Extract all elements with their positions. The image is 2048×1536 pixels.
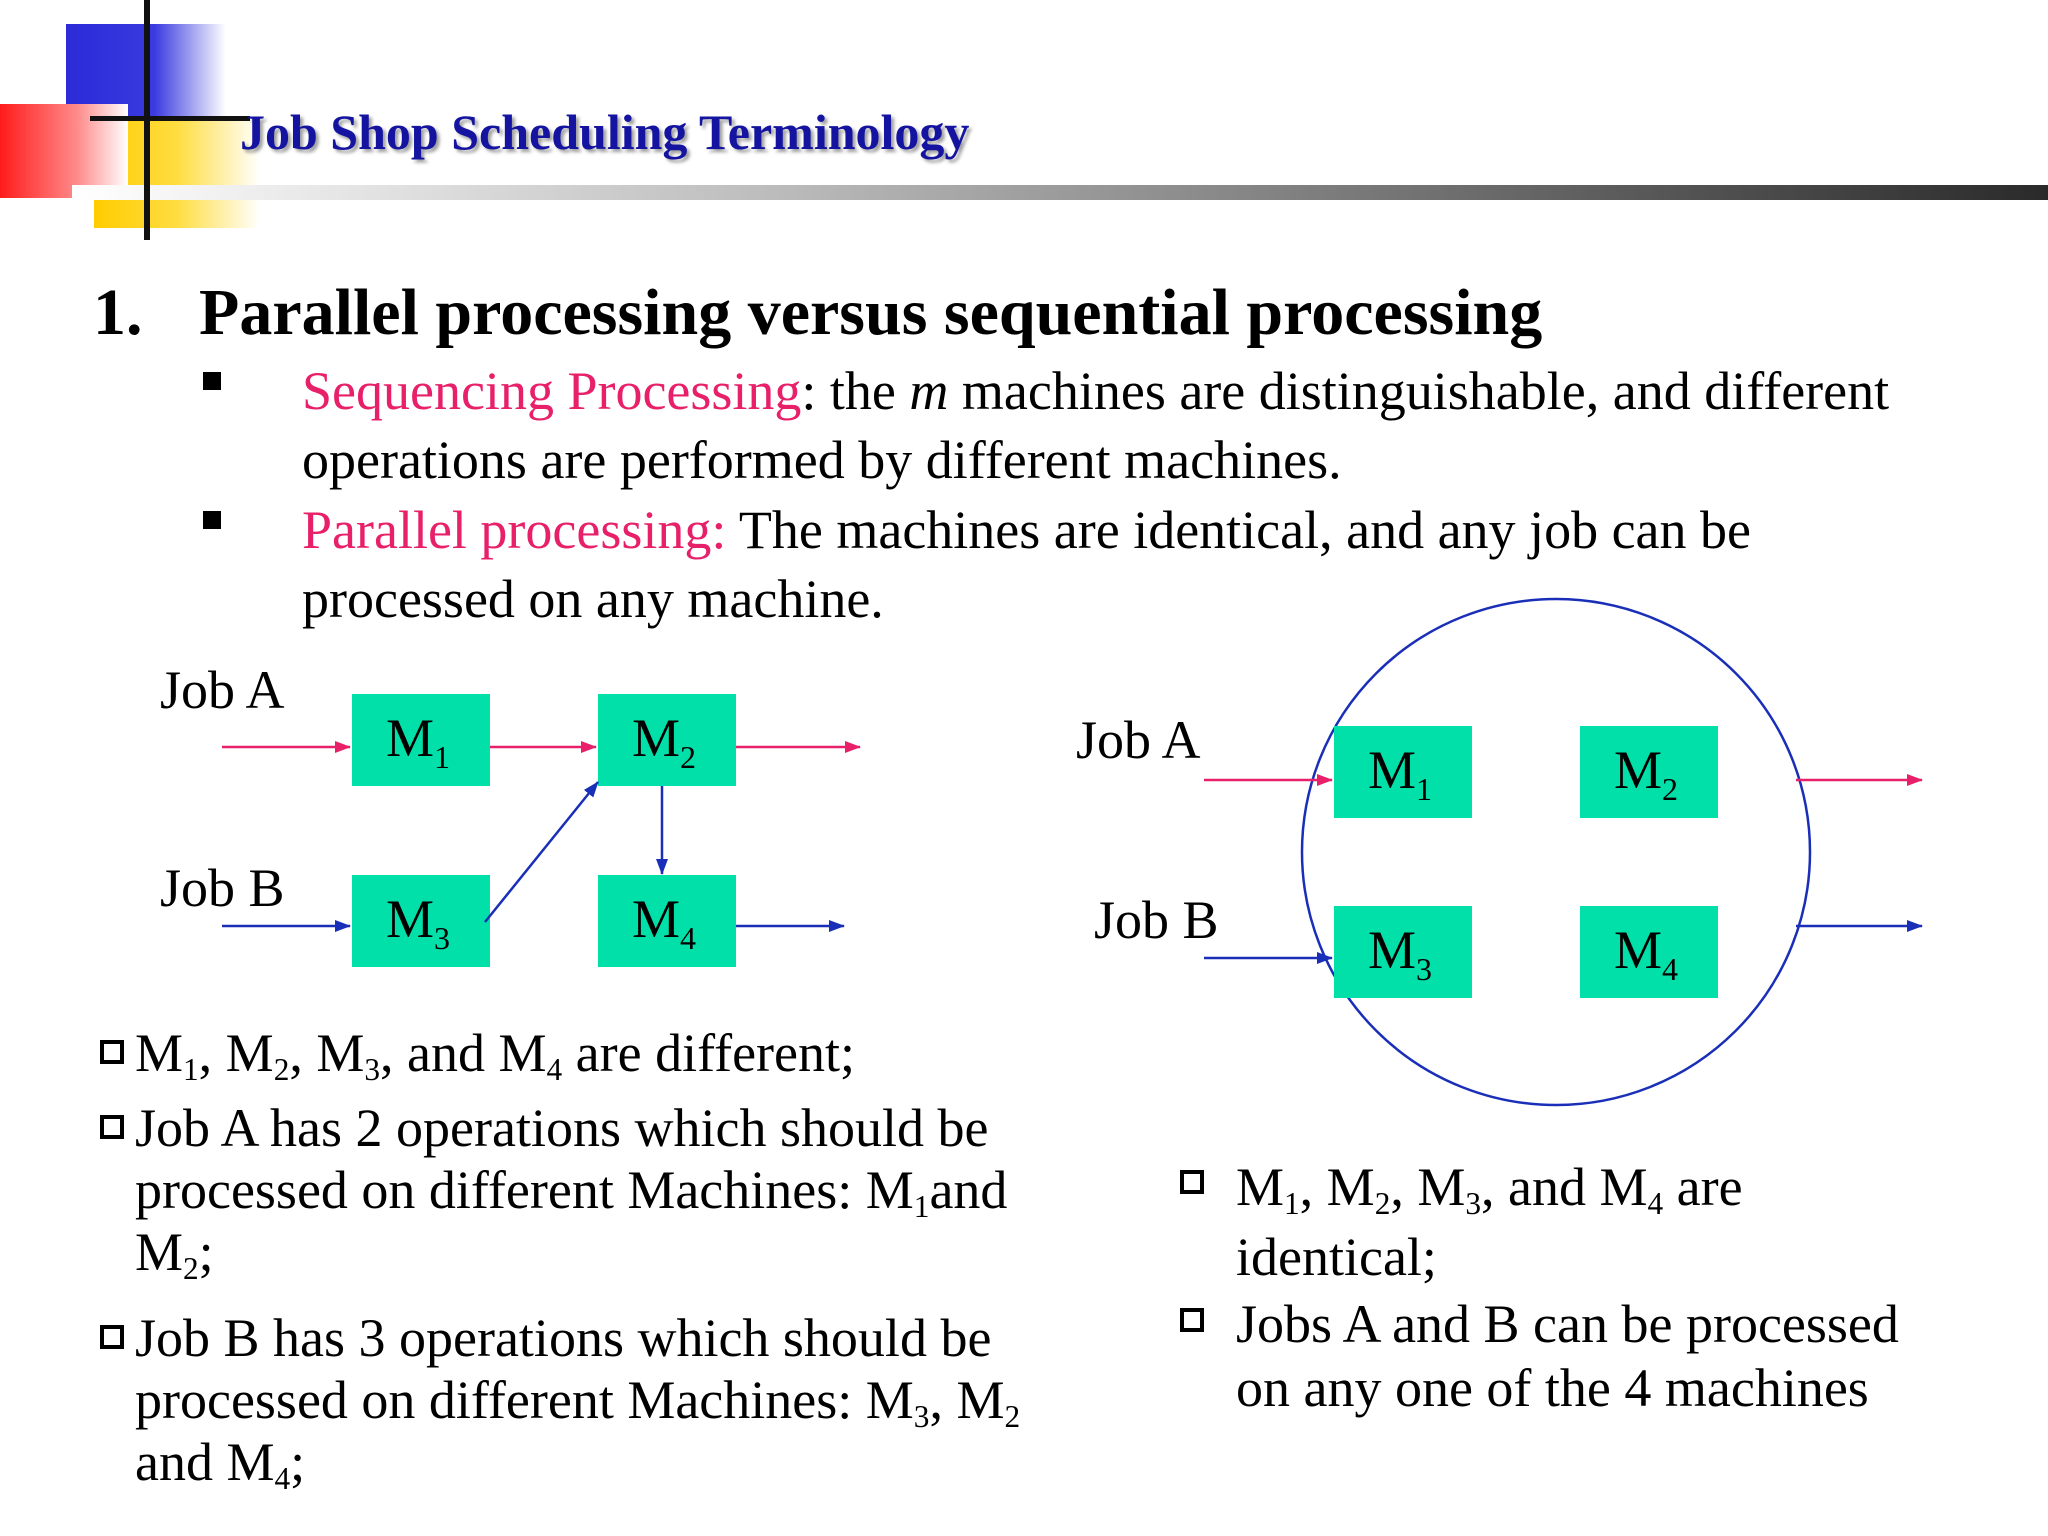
seq-job-b-label: Job B bbox=[160, 858, 285, 918]
par-job-a-label: Job A bbox=[1076, 710, 1201, 770]
svg-text:M2: $M_2$ bbox=[632, 708, 697, 775]
seq-job-a-label: Job A bbox=[160, 660, 285, 720]
left-note-job-b: Job B has 3 operations which should be processed on different Machines: $M_3$, $M_2$ and $M_4$; bbox=[135, 1308, 1021, 1496]
seq-machine-m3 bbox=[352, 875, 490, 967]
bullet-sequencing: Sequencing Processing: the m machines are distinguishable, and different operations are performed by different machines. bbox=[302, 361, 1890, 490]
term-sequencing: Sequencing Processing bbox=[302, 361, 802, 421]
term-parallel: Parallel processing: bbox=[302, 500, 727, 560]
parallel-diagram bbox=[1076, 599, 1922, 1105]
note-checkbox-5 bbox=[1180, 1308, 1204, 1332]
bullet-parallel: Parallel processing: The machines are identical, and any job can be processed on any machine. bbox=[302, 500, 1751, 629]
seq-arrow-m3-m2 bbox=[485, 782, 598, 922]
parallel-circle bbox=[1302, 599, 1810, 1105]
section-number: 1. bbox=[93, 276, 143, 349]
seq-machine-m2 bbox=[598, 694, 736, 786]
left-note-job-a: Job A has 2 operations which should be processed on different Machines: $M_1and$ $M_2$; bbox=[135, 1098, 1008, 1286]
right-note-machines-identical: $M_1$, $M_2$, $M_3$, and $M_4$ are identical; bbox=[1236, 1157, 1743, 1287]
svg-text:M3: $M_3$ bbox=[1368, 920, 1433, 987]
right-note-any-machine: Jobs A and B can be processed on any one of the 4 machines bbox=[1236, 1294, 1899, 1418]
par-job-b-label: Job B bbox=[1094, 890, 1219, 950]
seq-machine-m4 bbox=[598, 875, 736, 967]
par-machine-m4 bbox=[1580, 906, 1718, 998]
svg-text:M2: $M_2$ bbox=[1614, 740, 1679, 807]
svg-text:M3: $M_3$ bbox=[386, 889, 451, 956]
left-note-machines-different: $M_1$, $M_2$, $M_3$, and $M_4$ are different; bbox=[135, 1023, 855, 1087]
note-checkbox-4 bbox=[1180, 1170, 1204, 1194]
sequential-diagram bbox=[160, 660, 860, 967]
seq-machine-m1 bbox=[352, 694, 490, 786]
slide-title: Job Shop Scheduling Terminology bbox=[240, 104, 970, 160]
note-checkbox-2 bbox=[100, 1115, 124, 1139]
note-checkbox-3 bbox=[100, 1325, 124, 1349]
svg-text:M4: $M_4$ bbox=[1614, 920, 1679, 987]
note-checkbox-1 bbox=[100, 1040, 124, 1064]
section-heading-text: Parallel processing versus sequential processing bbox=[199, 276, 1543, 349]
svg-text:M4: $M_4$ bbox=[632, 889, 697, 956]
par-machine-m3 bbox=[1334, 906, 1472, 998]
svg-text:M1: $M_1$ bbox=[1368, 740, 1433, 807]
svg-text:M1: $M_1$ bbox=[386, 708, 451, 775]
par-machine-m1 bbox=[1334, 726, 1472, 818]
par-machine-m2 bbox=[1580, 726, 1718, 818]
